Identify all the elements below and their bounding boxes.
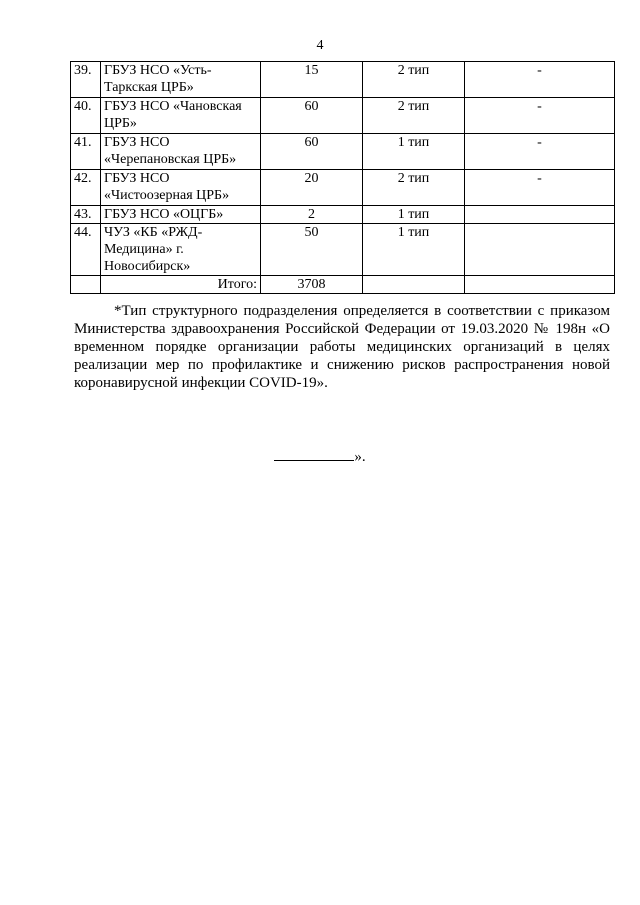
row-number: 40. xyxy=(71,98,101,134)
facility-name: ГБУЗ НСО «ОЦГБ» xyxy=(101,206,261,224)
closing-line xyxy=(0,446,640,466)
bed-count: 50 xyxy=(261,224,363,276)
row-number: 42. xyxy=(71,170,101,206)
table-row xyxy=(71,206,615,224)
unit-type: 1 тип xyxy=(363,134,465,170)
unit-type: 2 тип xyxy=(363,62,465,98)
row-number: 44. xyxy=(71,224,101,276)
unit-type: 2 тип xyxy=(363,98,465,134)
total-value: 3708 xyxy=(261,276,363,294)
table-row xyxy=(71,224,615,276)
note-cell: - xyxy=(465,170,615,206)
facility-name: ГБУЗ НСО «Черепановская ЦРБ» xyxy=(101,134,261,170)
total-empty-cell xyxy=(363,276,465,294)
table-row xyxy=(71,62,615,98)
note-cell: - xyxy=(465,62,615,98)
facility-name: ГБУЗ НСО «Чистоозерная ЦРБ» xyxy=(101,170,261,206)
table-row xyxy=(71,98,615,134)
signature-underline xyxy=(274,446,354,461)
total-label: Итого: xyxy=(101,276,261,294)
row-number: 41. xyxy=(71,134,101,170)
closing-quote: ». xyxy=(354,449,366,465)
total-empty-cell xyxy=(465,276,615,294)
table-row xyxy=(71,170,615,206)
row-number: 43. xyxy=(71,206,101,224)
facility-name: ГБУЗ НСО «Чановская ЦРБ» xyxy=(101,98,261,134)
bed-count: 15 xyxy=(261,62,363,98)
unit-type: 2 тип xyxy=(363,170,465,206)
unit-type: 1 тип xyxy=(363,224,465,276)
table-row xyxy=(71,134,615,170)
page-number: 4 xyxy=(316,38,324,53)
note-cell xyxy=(465,224,615,276)
total-row xyxy=(71,276,615,294)
bed-count: 60 xyxy=(261,98,363,134)
total-spacer xyxy=(71,276,101,294)
bed-count: 20 xyxy=(261,170,363,206)
row-number: 39. xyxy=(71,62,101,98)
bed-count: 2 xyxy=(261,206,363,224)
facilities-table xyxy=(70,61,615,294)
note-cell xyxy=(465,206,615,224)
facility-name: ЧУЗ «КБ «РЖД-Медицина» г. Новосибирск» xyxy=(101,224,261,276)
note-cell: - xyxy=(465,98,615,134)
unit-type: 1 тип xyxy=(363,206,465,224)
footnote: *Тип структурного подразделения определяется в соответствии с приказом Министерства здравоохранения Российской Федерации от 19.03.2020 № 198н «О временном порядке организации работы медицинских организаций в целях реализации мер по профилактике и снижению рисков распространения новой коронавирусной инфекции COVID-19». xyxy=(74,303,610,391)
bed-count: 60 xyxy=(261,134,363,170)
note-cell: - xyxy=(465,134,615,170)
facility-name: ГБУЗ НСО «Усть-Таркская ЦРБ» xyxy=(101,62,261,98)
